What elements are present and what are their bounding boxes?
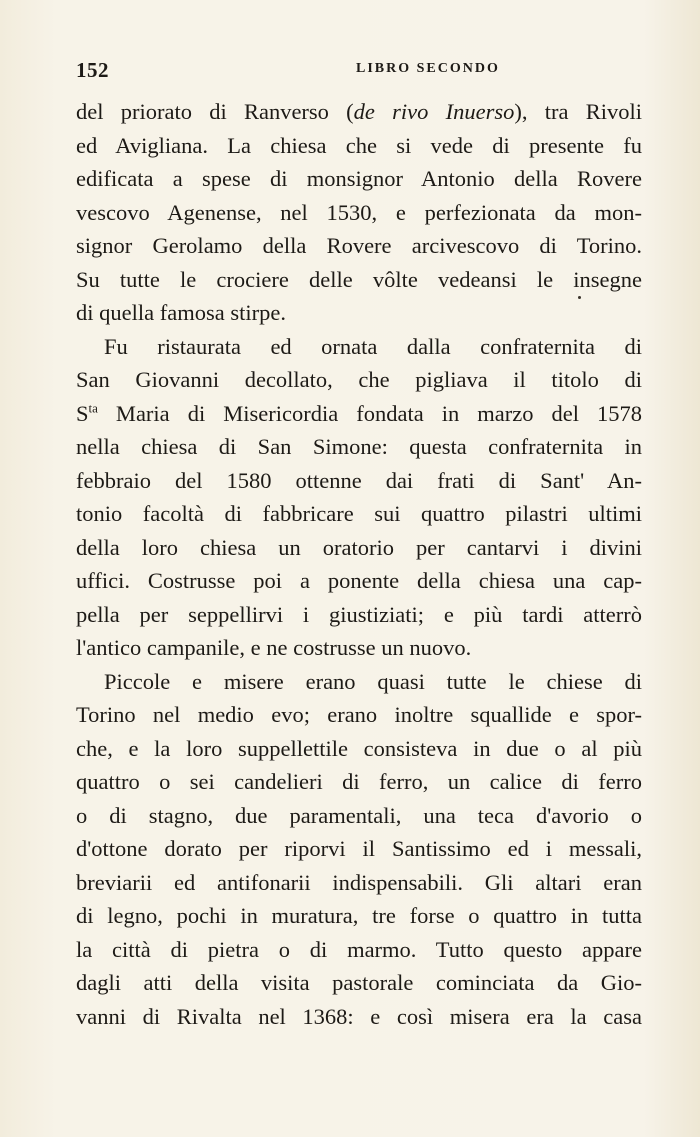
body-text [76,95,642,1033]
text-line: $S^{ta}$ Maria di Misericordia fondata in marzo del 1578 [76,400,642,426]
text-line: l'antico campanile, e ne costrusse un nuovo. [76,635,472,660]
text-line: di legno, pochi in muratura, tre forse o quattro in tutta [76,903,642,928]
text-line: o di stagno, due paramentali, una teca d'avorio o [76,802,642,828]
text-line: di quella famosa stirpe. [76,300,286,325]
text-line [76,95,642,129]
paragraph [76,665,642,1034]
text-line: vanni di Rivalta nel 1368: e così misera era la casa [76,1003,642,1029]
text-line: San Giovanni decollato, che pigliava il titolo di [76,367,642,392]
text-line: Torino nel medio evo; erano inoltre squallide e spor- [76,702,642,727]
text-line: febbraio del 1580 ottenne dai frati di Sant' An- [76,467,642,493]
text-line: Su tutte le crociere delle vôlte vedeansi le insegne [76,266,642,292]
abbreviation-superscript: ta [88,400,98,415]
text-line: breviarii ed antifonarii indispensabili. Gli altari eran [76,869,642,895]
text-line: d'ottone dorato per riporvi il Santissimo ed i messali, [76,836,642,861]
text-line: signor Gerolamo della Rovere arcivescovo di Torino. [76,233,642,258]
latin-phrase: de rivo Inuerso [353,99,515,124]
text-line: della loro chiesa un oratorio per cantarvi i divini [76,534,642,560]
page-number: 152 [76,58,109,82]
text-line: Piccole e misere erano quasi tutte le chiese di [104,668,642,694]
page-header [76,58,646,84]
text-line: ed Avigliana. La chiesa che si vede di presente fu [76,132,642,158]
text-line: uffici. Costrusse poi a ponente della chiesa una cap- [76,568,642,593]
text-line: vescovo Agenense, nel 1530, e perfezionata da mon- [76,199,642,225]
text-line: quattro o sei candelieri di ferro, un calice di ferro [76,769,642,794]
text-line: la città di pietra o di marmo. Tutto questo appare [76,936,642,962]
text-line: edificata a spese di monsignor Antonio della Rovere [76,166,642,191]
paragraph [76,95,642,330]
paragraph [76,330,642,665]
text-line: Fu ristaurata ed ornata dalla confraternita di [104,333,642,359]
running-title: LIBRO SECONDO [356,61,500,76]
line-start: del priorato di Ranverso (de rivo Inuerso), tra Rivoli [76,99,642,124]
text-line: tonio facoltà di fabbricare sui quattro pilastri ultimi [76,501,642,526]
text-line: pella per seppellirvi i giustiziati; e più tardi atterrò [76,601,642,627]
text-line: che, e la loro suppellettile consisteva in due o al più [76,735,642,761]
text-line: nella chiesa di San Simone: questa confraternita in [76,434,642,459]
text-line: dagli atti della visita pastorale cominciata da Gio- [76,970,642,995]
